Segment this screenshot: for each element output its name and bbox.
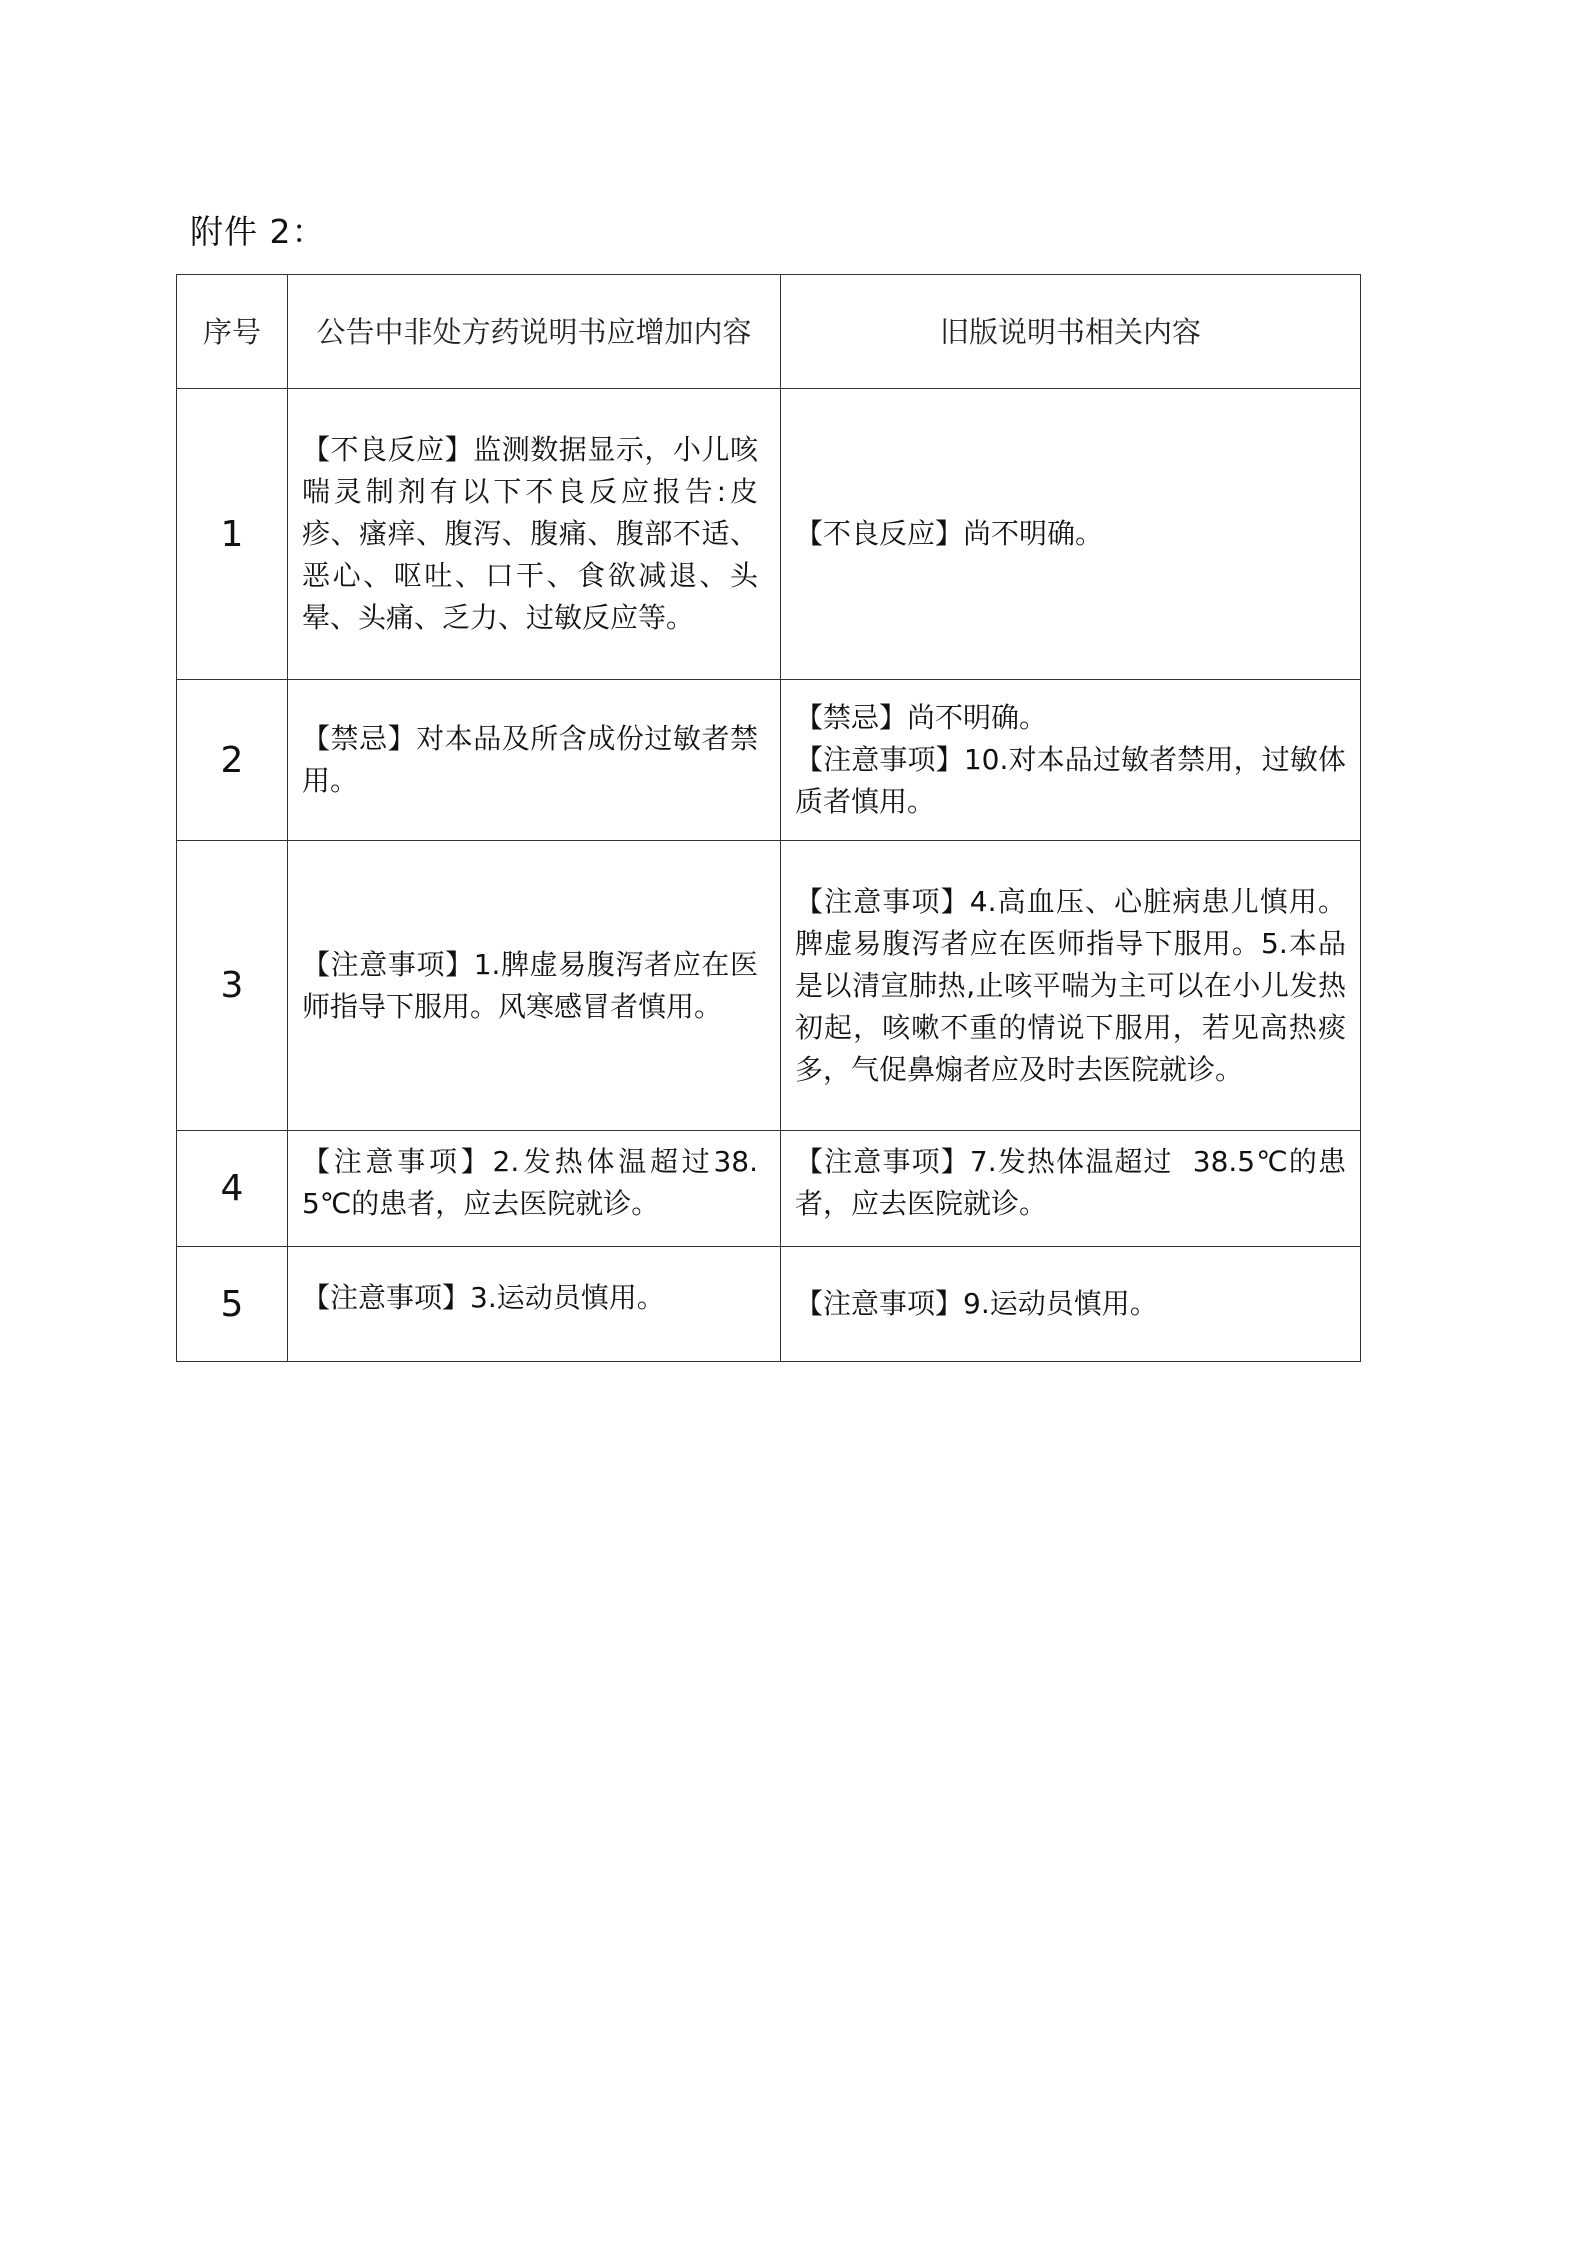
old-content-cell — [781, 841, 1361, 1131]
new-content-cell — [288, 389, 781, 680]
header-old-content: 旧版说明书相关内容 — [781, 275, 1361, 389]
old-content-text: 【注意事项】7.发热体温超过 38.5℃的患者，应去医院就诊。 — [795, 1144, 1346, 1220]
attachment-label: 附件 2： — [190, 212, 326, 251]
old-content-cell — [781, 680, 1361, 841]
table-header-row — [177, 275, 1361, 389]
old-content-text: 【注意事项】9.运动员慎用。 — [795, 1287, 1158, 1320]
comparison-table — [176, 274, 1361, 1362]
new-content-text: 【注意事项】3.运动员慎用。 — [302, 1281, 665, 1314]
new-content-cell — [288, 680, 781, 841]
old-content-cell — [781, 389, 1361, 680]
new-content-text: 【禁忌】对本品及所含成份过敏者禁用。 — [302, 722, 758, 797]
old-content-cell — [781, 1247, 1361, 1362]
table-row — [177, 389, 1361, 680]
old-content-text: 【注意事项】4.高血压、心脏病患儿慎用。脾虚易腹泻者应在医师指导下服用。5.本品是以清宣肺热,止咳平喘为主可以在小儿发热初起，咳嗽不重的情说下服用，若见高热痰多，气促鼻煽者应及时去医院就诊。 — [795, 884, 1346, 1086]
table-row — [177, 841, 1361, 1131]
new-content-text: 【不良反应】监测数据显示，小儿咳喘灵制剂有以下不良反应报告:皮疹、瘙痒、腹泻、腹痛、腹部不适、恶心、呕吐、口干、食欲减退、头晕、头痛、乏力、过敏反应等。 — [302, 433, 758, 634]
table-row — [177, 1247, 1361, 1362]
row-number: 1 — [177, 389, 288, 680]
row-number: 3 — [177, 841, 288, 1131]
new-content-text: 【注意事项】1.脾虚易腹泻者应在医师指导下服用。风寒感冒者慎用。 — [302, 947, 758, 1023]
header-serial-number: 序号 — [177, 275, 288, 389]
new-content-text: 【注意事项】2.发热体温超过38.5℃的患者，应去医院就诊。 — [302, 1144, 758, 1220]
header-new-content: 公告中非处方药说明书应增加内容 — [288, 275, 781, 389]
table-row — [177, 680, 1361, 841]
new-content-cell — [288, 841, 781, 1131]
old-content-text: 【禁忌】尚不明确。 【注意事项】10.对本品过敏者禁用，过敏体质者慎用。 — [795, 701, 1346, 818]
old-content-text: 【不良反应】尚不明确。 — [795, 517, 1104, 550]
new-content-cell — [288, 1131, 781, 1247]
table-row — [177, 1131, 1361, 1247]
old-content-cell — [781, 1131, 1361, 1247]
row-number: 2 — [177, 680, 288, 841]
row-number: 5 — [177, 1247, 288, 1362]
row-number: 4 — [177, 1131, 288, 1247]
new-content-cell — [288, 1247, 781, 1362]
